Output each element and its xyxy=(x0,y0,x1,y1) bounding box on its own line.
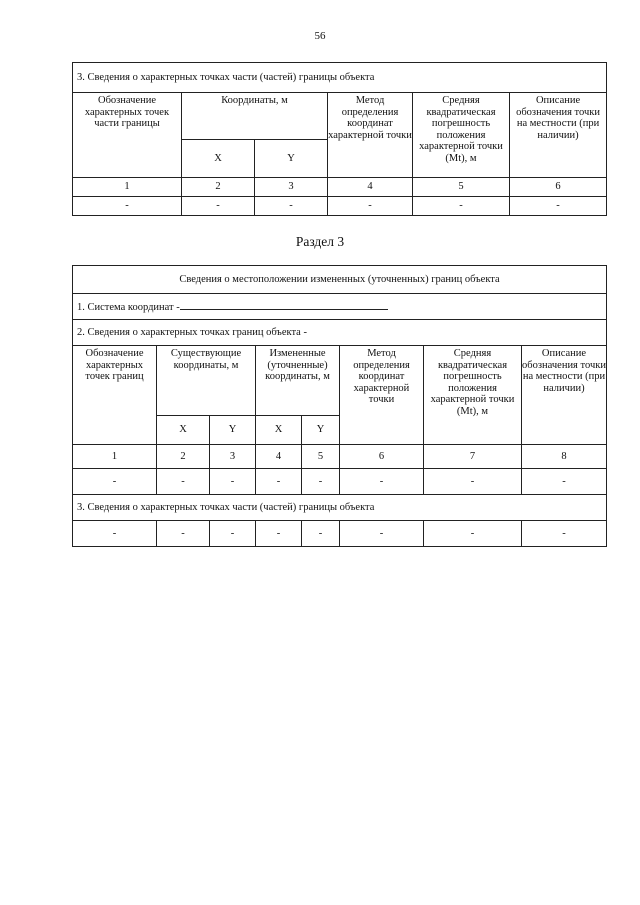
table2-col-designation: Обозначение характерных точек границ xyxy=(73,346,157,445)
table1-number-cell: 4 xyxy=(328,178,413,197)
table2-row-cell: - xyxy=(302,469,340,495)
table1-col-method: Метод определения координат характерной точки xyxy=(328,93,413,178)
part-boundary-points-table xyxy=(72,62,607,216)
table2-row-cell: - xyxy=(340,469,424,495)
table2-part-row-cell: - xyxy=(256,521,302,547)
table2-col-method: Метод определения координат характерной точки xyxy=(340,346,424,445)
table2-row-cell: - xyxy=(522,469,607,495)
table2-part-row-cell: - xyxy=(340,521,424,547)
table2-part-row-cell: - xyxy=(302,521,340,547)
coord-system-blank xyxy=(180,300,388,310)
table2-part-row-cell: - xyxy=(424,521,522,547)
table1-number-cell: 6 xyxy=(510,178,607,197)
table2-number-cell: 7 xyxy=(424,445,522,469)
table2-number-cell: 6 xyxy=(340,445,424,469)
coord-system-label: 1. Система координат - xyxy=(77,301,180,313)
table1-col-y: Y xyxy=(255,140,328,178)
table2-part-row-cell: - xyxy=(73,521,157,547)
table2-col-changed: Измененные (уточненные) координаты, м xyxy=(256,346,340,416)
table2-col-description: Описание обозначения точки на местности (при наличии) xyxy=(522,346,607,445)
table1-col-designation: Обозначение характерных точек части границы xyxy=(73,93,182,178)
page-number: 56 xyxy=(314,30,326,42)
table2-row-cell: - xyxy=(157,469,210,495)
table2-part-heading: 3. Сведения о характерных точках части (частей) границы объекта xyxy=(73,495,607,521)
table2-number-cell: 4 xyxy=(256,445,302,469)
table1-row-cell: - xyxy=(413,197,510,216)
table2-part-row-cell: - xyxy=(210,521,256,547)
table1-row-cell: - xyxy=(182,197,255,216)
table2-row-cell: - xyxy=(424,469,522,495)
table1-number-cell: 2 xyxy=(182,178,255,197)
table1-col-error: Средняя квадратическая погрешность положения характерной точки (Mt), м xyxy=(413,93,510,178)
table1-title: 3. Сведения о характерных точках части (частей) границы объекта xyxy=(73,63,607,93)
table1-row-cell: - xyxy=(73,197,182,216)
table2-points-heading: 2. Сведения о характерных точках границ объекта - xyxy=(73,320,607,346)
table2-number-cell: 1 xyxy=(73,445,157,469)
table1-col-x: X xyxy=(182,140,255,178)
table2-number-cell: 8 xyxy=(522,445,607,469)
table2-title: Сведения о местоположении измененных (уточненных) границ объекта xyxy=(73,266,607,294)
table2-part-row-cell: - xyxy=(522,521,607,547)
table2-col-error: Средняя квадратическая погрешность положения характерной точки (Mt), м xyxy=(424,346,522,445)
table2-col-existing: Существующие координаты, м xyxy=(157,346,256,416)
table1-number-cell: 1 xyxy=(73,178,182,197)
table1-number-cell: 3 xyxy=(255,178,328,197)
table1-row-cell: - xyxy=(255,197,328,216)
table1-col-coords: Координаты, м xyxy=(182,93,328,140)
table2-row-cell: - xyxy=(73,469,157,495)
table2-coord-system-row xyxy=(73,294,607,320)
table2-changed-y: Y xyxy=(302,416,340,445)
table2-row-cell: - xyxy=(210,469,256,495)
table2-existing-x: X xyxy=(157,416,210,445)
table2-changed-x: X xyxy=(256,416,302,445)
table1-col-description: Описание обозначения точки на местности (при наличии) xyxy=(510,93,607,178)
table2-number-cell: 3 xyxy=(210,445,256,469)
changed-boundaries-table xyxy=(72,265,607,547)
table2-part-row-cell: - xyxy=(157,521,210,547)
section-title: Раздел 3 xyxy=(295,234,345,249)
table2-row-cell: - xyxy=(256,469,302,495)
table1-number-cell: 5 xyxy=(413,178,510,197)
table1-row-cell: - xyxy=(328,197,413,216)
table2-number-cell: 2 xyxy=(157,445,210,469)
table2-existing-y: Y xyxy=(210,416,256,445)
table2-number-cell: 5 xyxy=(302,445,340,469)
table1-row-cell: - xyxy=(510,197,607,216)
